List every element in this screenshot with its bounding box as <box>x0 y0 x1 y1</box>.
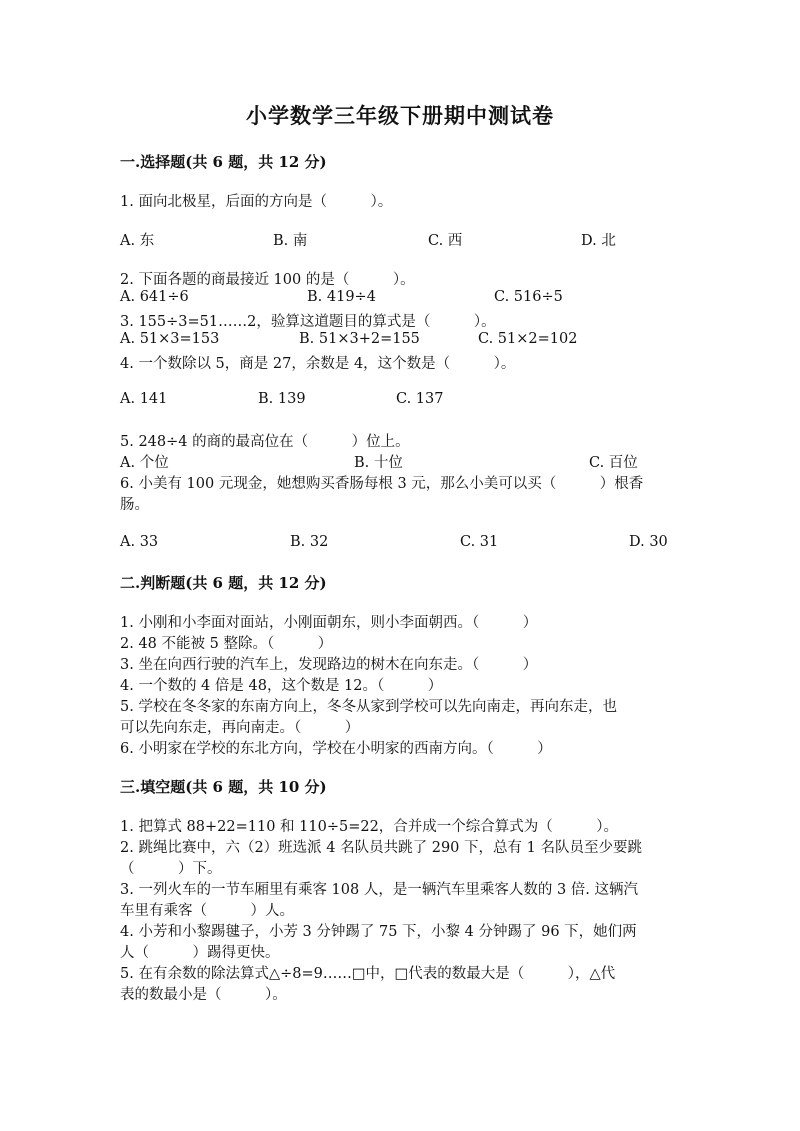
option: B. 32 <box>290 534 329 550</box>
question-text: 2. 48 不能被 5 整除。（ ） <box>120 636 333 652</box>
option: C. 31 <box>460 534 499 550</box>
option: D. 30 <box>629 534 668 550</box>
question-text: 4. 小芳和小黎踢毽子，小芳 3 分钟踢了 75 下，小黎 4 分钟踢了 96 下，她们两 <box>120 924 637 940</box>
question-text: 6. 小明家在学校的东北方向，学校在小明家的西南方向。（ ） <box>120 741 552 757</box>
option: B. 南 <box>273 233 308 249</box>
option: A. 33 <box>120 534 159 550</box>
option: B. 十位 <box>354 455 403 471</box>
option: B. 139 <box>258 391 306 407</box>
section-heading-fill-blank: 三.填空题(共 6 题，共 10 分) <box>120 778 327 796</box>
question-text: 3. 坐在向西行驶的汽车上，发现路边的树木在向东走。（ ） <box>120 657 538 673</box>
option: A. 东 <box>120 233 155 249</box>
option: D. 北 <box>581 233 616 249</box>
question-text: 1. 把算式 88+22=110 和 110÷5=22，合并成一个综合算式为（ ）。 <box>120 819 619 835</box>
question-text: 表的数最小是（ ）。 <box>120 987 287 1003</box>
option: A. 641÷6 <box>120 289 189 305</box>
question-text: 可以先向东走，再向南走。（ ） <box>120 720 360 736</box>
option: C. 137 <box>396 391 444 407</box>
question-text: 4. 一个数的 4 倍是 48，这个数是 12。（ ） <box>120 678 443 694</box>
question-text: 2. 跳绳比赛中，六（2）班选派 4 名队员共跳了 290 下，总有 1 名队员至少要跳 <box>120 840 642 856</box>
option: A. 141 <box>120 391 168 407</box>
option: C. 51×2=102 <box>478 331 578 347</box>
question-text: （ ）下。 <box>120 861 222 877</box>
question-text: 6. 小美有 100 元现金，她想购买香肠每根 3 元，那么小美可以买（ ）根香 <box>120 476 644 492</box>
page-title: 小学数学三年级下册期中测试卷 <box>246 103 554 128</box>
option: A. 51×3=153 <box>120 331 220 347</box>
question-text: 3. 一列火车的一节车厢里有乘客 108 人，是一辆汽车里乘客人数的 3 倍. 这辆汽 <box>120 882 638 898</box>
question-text: 5. 学校在冬冬家的东南方向上，冬冬从家到学校可以先向南走，再向东走，也 <box>120 699 617 715</box>
question-text: 1. 面向北极星，后面的方向是（ ）。 <box>120 194 393 210</box>
question-text: 肠。 <box>120 497 149 513</box>
option: C. 百位 <box>589 455 638 471</box>
question-text: 车里有乘客（ ）人。 <box>120 903 294 919</box>
option: B. 419÷4 <box>307 289 376 305</box>
question-text: 人（ ）踢得更快。 <box>120 945 280 961</box>
option: C. 516÷5 <box>494 289 563 305</box>
section-heading-choice: 一.选择题(共 6 题，共 12 分) <box>120 153 327 171</box>
option: C. 西 <box>428 233 463 249</box>
option: B. 51×3+2=155 <box>299 331 420 347</box>
option: A. 个位 <box>120 455 169 471</box>
question-text: 1. 小刚和小李面对面站，小刚面朝东，则小李面朝西。（ ） <box>120 615 538 631</box>
question-text: 2. 下面各题的商最接近 100 的是（ ）。 <box>120 272 415 288</box>
section-heading-judgement: 二.判断题(共 6 题，共 12 分) <box>120 574 327 592</box>
question-text: 5. 248÷4 的商的最高位在（ ）位上。 <box>120 434 410 450</box>
question-text: 5. 在有余数的除法算式△÷8=9……□中，□代表的数最大是（ ），△代 <box>120 966 616 982</box>
question-text: 3. 155÷3=51……2，验算这道题目的算式是（ ）。 <box>120 314 496 330</box>
question-text: 4. 一个数除以 5，商是 27，余数是 4，这个数是（ ）。 <box>120 356 516 372</box>
